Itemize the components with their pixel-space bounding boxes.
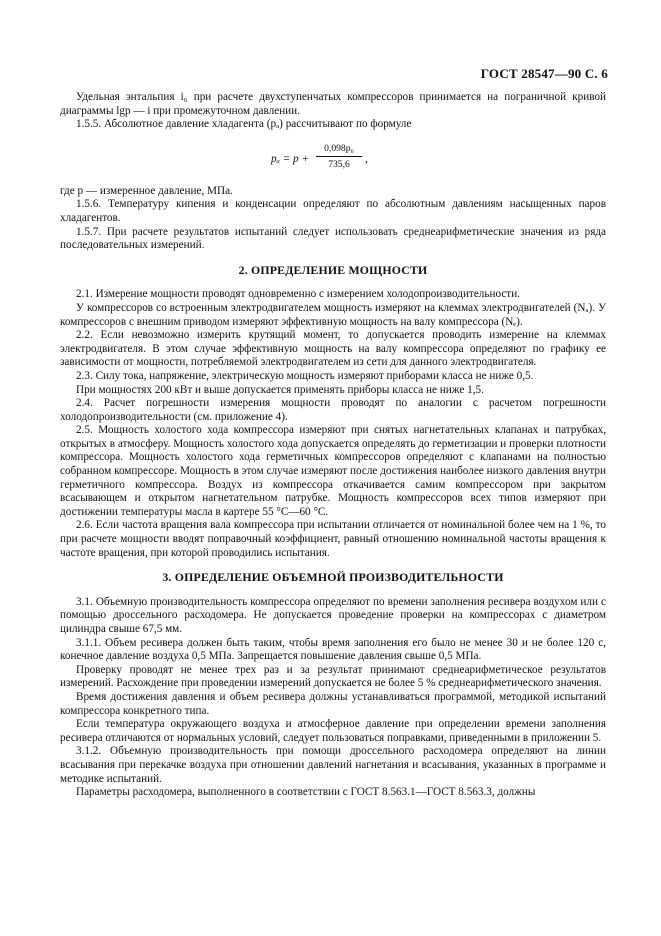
formula-numerator: 0,098p₆ xyxy=(324,142,354,154)
paragraph: 3.1. Объемную производительность компрессора определяют по времени заполнения ресивера воздухом или с помощью дроссельного расходомера. Не допускается проведение проверки на компрессорах с диаметром цилиндра свыше 67,5 мм. xyxy=(60,595,606,635)
paragraph: Проверку проводят не менее трех раз и за результат принимают среднеарифметическое результатов измерений. Расхождение при проведении измерений допускается не более 5 % среднеарифметического значения. xyxy=(60,663,606,690)
paragraph: 2.4. Расчет погрешности измерения мощности проводят по аналогии с расчетом погрешности холодопроизводительности (см. приложение 4). xyxy=(60,397,606,423)
pressure-formula xyxy=(60,139,606,179)
paragraph: Если температура окружающего воздуха и атмосферное давление при определении времени заполнения ресивера отличаются от нормальных условий, следует пользоваться поправками, приведенными в приложении 5. xyxy=(60,718,606,744)
paragraph: где p — измеренное давление, МПа. xyxy=(60,184,233,197)
paragraph: 1.5.7. При расчете результатов испытаний следует использовать среднеарифметические значения из ряда последовательных измерений. xyxy=(60,225,606,252)
formula-fraction xyxy=(316,142,362,172)
paragraph: У компрессоров со встроенным электродвигателем мощность измеряют на клеммах электродвигателей (Nₐ). У компрессоров с внешним приводом измеряют эффективную мощность на валу компрессора (Nₑ). xyxy=(60,301,606,328)
section-3-title: 3. ОПРЕДЕЛЕНИЕ ОБЪЕМНОЙ ПРОИЗВОДИТЕЛЬНОСТИ xyxy=(162,570,504,585)
page-header: ГОСТ 28547—90 С. 6 xyxy=(480,66,608,81)
section-2-title: 2. ОПРЕДЕЛЕНИЕ МОЩНОСТИ xyxy=(238,262,428,277)
paragraph: 2.2. Если невозможно измерить крутящий момент, то допускается проводить измерение на клеммах электродвигателя. В этом случае эффективную мощность на валу компрессора определяют по графику ее зависимости от мощности, потребляемой электродвигателем из сети для данного электродвигателя. xyxy=(60,329,606,369)
paragraph: При мощностях 200 кВт и выше допускается применять приборы класса не ниже 1,5. xyxy=(76,383,484,396)
formula-lhs: pₐ = p + xyxy=(271,152,309,165)
paragraph: 2.5. Мощность холостого хода компрессора измеряют при снятых нагнетательных клапанах и патрубках, открытых в атмосферу. Мощность холостого хода допускается определять до герметизации и проверки плотности компрессора. Мощность холостого хода герметичных компрессоров определяют с клапанами на полностью собранном компрессоре. Мощность в этом случае измеряют после достижения наиболее низкого давления внутри герметичного компрессора. Воздух из компрессора откачивается самим компрессором при закрытом всасывающем и открытом нагнетательном патрубке. Мощность компрессоров всех типов измеряют при достижении температуры масла в картере 55 °С—60 °С. xyxy=(60,424,606,518)
paragraph: Время достижения давления и объем ресивера должны устанавливаться программой, методикой испытаний компрессора конкретного типа. xyxy=(60,690,606,717)
paragraph: 2.3. Силу тока, напряжение, электрическую мощность измеряют приборами класса не ниже 0,5. xyxy=(76,369,534,382)
paragraph: 3.1.2. Объемную производительность при помощи дроссельного расходомера определяют на линии всасывания при перекачке воздуха при отношении давлений нагнетания и всасывания, указанных в программе и методике испытаний. xyxy=(60,745,606,785)
formula-denominator: 735,6 xyxy=(328,159,350,171)
paragraph: 1.5.6. Температуру кипения и конденсации определяют по абсолютным давлениям насыщенных паров хладагентов. xyxy=(60,198,606,224)
paragraph: Параметры расходомера, выполненного в соответствии с ГОСТ 8.563.1—ГОСТ 8.563.3, должны xyxy=(76,786,536,799)
paragraph: 2.1. Измерение мощности проводят одновременно с измерением холодопроизводительности. xyxy=(76,288,520,301)
paragraph: Удельная энтальпия i₆ при расчете двухступенчатых компрессоров принимается на пограничной кривой диаграммы lgp — i при промежуточном давлении. xyxy=(60,91,606,117)
document-body xyxy=(60,91,606,800)
paragraph: 1.5.5. Абсолютное давление хладагента (pₐ) рассчитывают по формуле xyxy=(76,118,412,131)
formula-tail: , xyxy=(365,152,368,165)
paragraph: 2.6. Если частота вращения вала компрессора при испытании отличается от номинальной более чем на 1 %, то при расчете мощности вводят поправочный коэффициент, равный отношению номинальной частоты вращения к частоте вращения, при которой проводились испытания. xyxy=(60,519,606,559)
paragraph: 3.1.1. Объем ресивера должен быть таким, чтобы время заполнения его было не менее 30 и не более 120 с, конечное давление воздуха 0,5 МПа. Запрещается повышение давления свыше 0,5 МПа. xyxy=(60,636,606,663)
